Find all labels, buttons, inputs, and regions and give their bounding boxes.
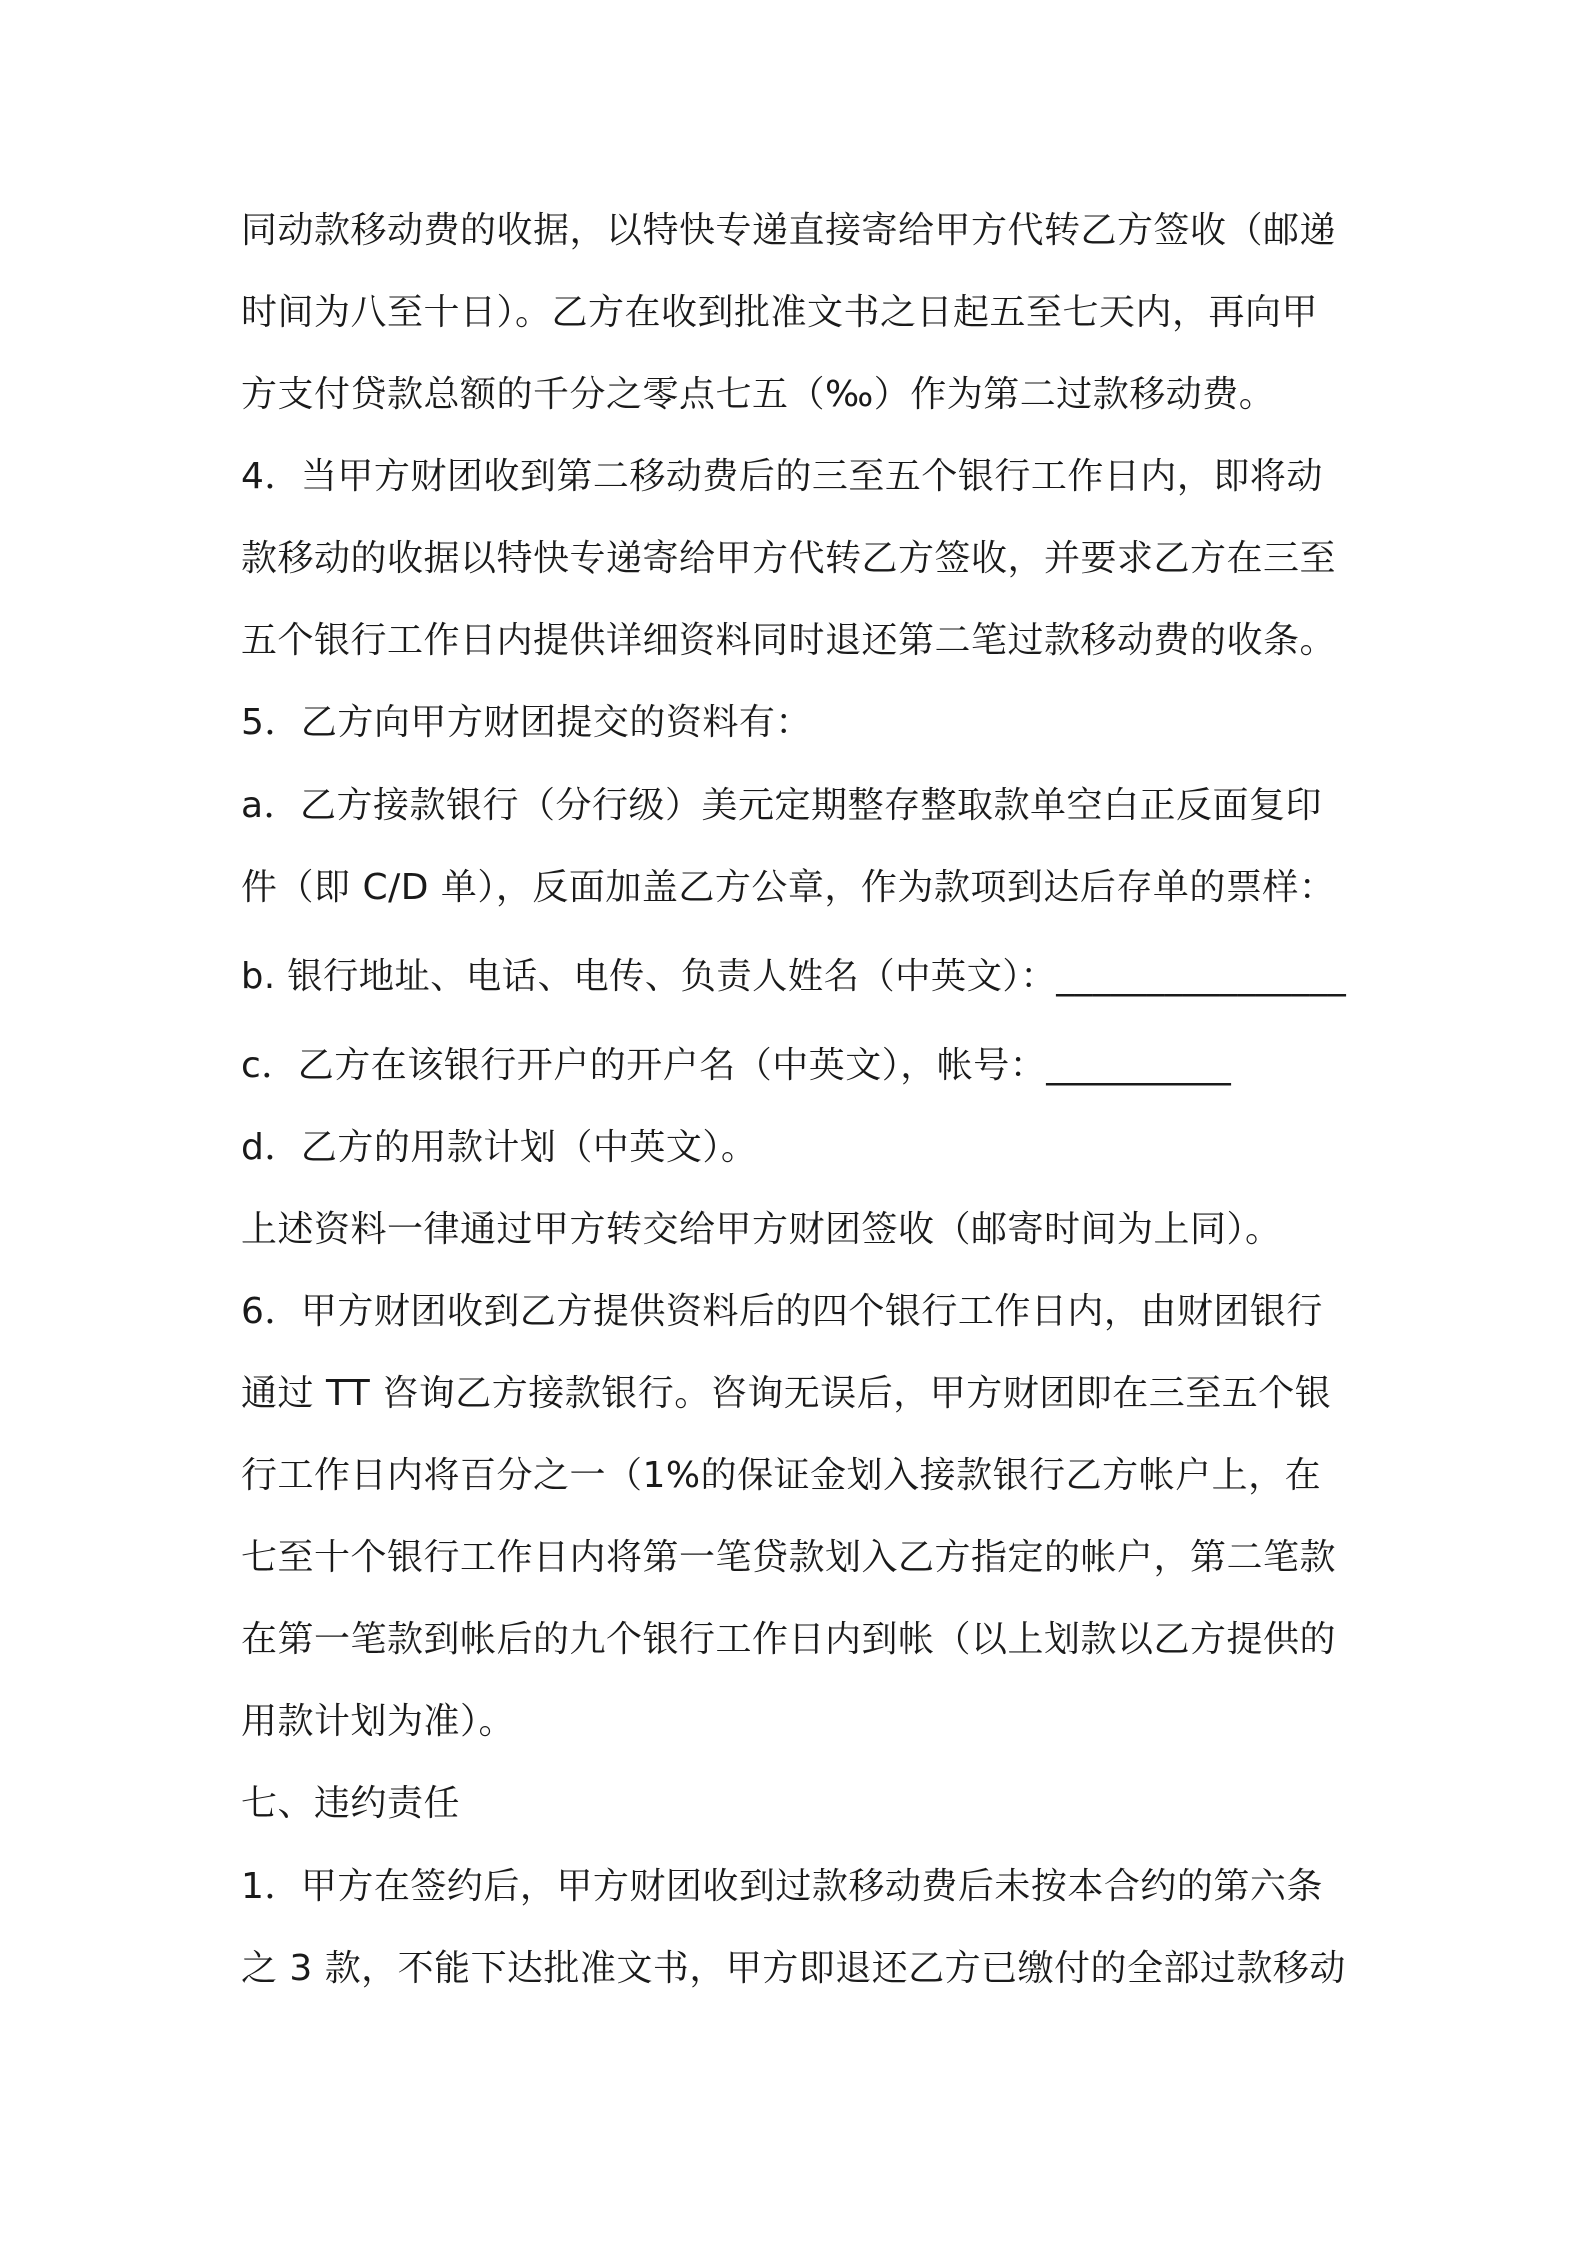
text-line: 款移动的收据以特快专递寄给甲方代转乙方签收，并要求乙方在三至: [241, 538, 1337, 579]
text-line: 七至十个银行工作日内将第一笔贷款划入乙方指定的帐户，第二笔款: [241, 1537, 1337, 1578]
text-line: 通过 TT 咨询乙方接款银行。咨询无误后，甲方财团即在三至五个银: [241, 1373, 1332, 1414]
text-line: 时间为八至十日）。乙方在收到批准文书之日起五至七天内，再向甲: [241, 292, 1319, 333]
text-line: 之 3 款，不能下达批准文书，甲方即退还乙方已缴付的全部过款移动: [241, 1948, 1346, 1989]
text-line: 1．甲方在签约后，甲方财团收到过款移动费后未按本合约的第六条: [241, 1866, 1323, 1907]
text-line: b. 银行地址、电话、电传、负责人姓名（中英文）：________________: [241, 956, 1347, 997]
text-line: 4．当甲方财团收到第二移动费后的三至五个银行工作日内，即将动: [241, 456, 1323, 497]
text-line: 6．甲方财团收到乙方提供资料后的四个银行工作日内，由财团银行: [241, 1291, 1323, 1332]
section-heading: 七、违约责任: [241, 1783, 461, 1824]
text-line: 件（即 C/D 单），反面加盖乙方公章，作为款项到达后存单的票样：: [241, 867, 1336, 908]
text-line: d．乙方的用款计划（中英文）。: [241, 1127, 758, 1168]
text-line: a．乙方接款银行（分行级）美元定期整存整取款单空白正反面复印: [241, 785, 1323, 826]
text-line: c．乙方在该银行开户的开户名（中英文），帐号：__________: [241, 1045, 1232, 1086]
text-line: 在第一笔款到帐后的九个银行工作日内到帐（以上划款以乙方提供的: [241, 1619, 1337, 1660]
text-line: 方支付贷款总额的千分之零点七五（‰）作为第二过款移动费。: [241, 374, 1276, 415]
text-line: 同动款移动费的收据，以特快专递直接寄给甲方代转乙方签收（邮递: [241, 210, 1337, 251]
text-line: 五个银行工作日内提供详细资料同时退还第二笔过款移动费的收条。: [241, 620, 1337, 661]
text-line: 行工作日内将百分之一（1%的保证金划入接款银行乙方帐户上，在: [241, 1455, 1322, 1496]
text-line: 5．乙方向甲方财团提交的资料有：: [241, 702, 812, 743]
text-line: 上述资料一律通过甲方转交给甲方财团签收（邮寄时间为上同）。: [241, 1209, 1282, 1250]
text-line: 用款计划为准）。: [241, 1701, 516, 1742]
